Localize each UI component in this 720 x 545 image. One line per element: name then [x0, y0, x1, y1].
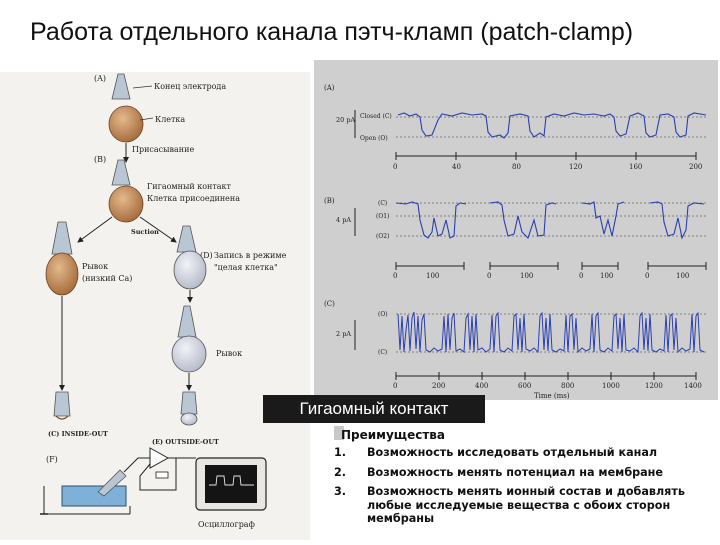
tick-c-2: 400 [475, 382, 489, 390]
list-item: 3. Возможность менять ионный состав и добавлять любые исследуемые вещества с обоих сторон мембраны [334, 485, 685, 525]
tick-a-1: 40 [452, 163, 461, 171]
gigaseal-banner: Гигаомный контакт [263, 395, 485, 423]
panel-b-scale: 4 pA [336, 216, 352, 224]
tick-c-1: 200 [432, 382, 446, 390]
panel-c-c-label: (C) [378, 349, 388, 356]
tick-a-2: 80 [512, 163, 521, 171]
tick-b-0: 0 [393, 272, 398, 280]
label-a: (A) [94, 74, 107, 83]
outside-out-label: (E) OUTSIDE-OUT [152, 438, 219, 446]
electrode-outside-out [181, 392, 197, 414]
tick-b-1: 100 [426, 272, 440, 280]
patch-configurations-diagram [0, 72, 310, 540]
cell-whole-cell [174, 251, 206, 289]
electrode-inside-out [54, 392, 70, 416]
panel-a-scale: 20 pA [336, 116, 356, 124]
inside-out-label: (C) INSIDE-OUT [48, 430, 108, 438]
tick-c-3: 600 [518, 382, 532, 390]
cell-a [109, 106, 143, 142]
tick-c-7: 1400 [684, 382, 702, 390]
electrode-tip-label: Конец электрода [154, 82, 227, 91]
label-b: (B) [94, 155, 107, 164]
gigaseal-label-1: Гигаомный контакт [147, 182, 231, 191]
electrode-whole-cell [177, 226, 196, 252]
label-f: (F) [46, 455, 58, 464]
tick-c-4: 800 [561, 382, 575, 390]
whole-cell-label-1: Запись в режиме [214, 251, 287, 260]
suction-en-label: Suction [131, 228, 159, 236]
tick-b-3: 100 [520, 272, 534, 280]
pull-low-ca-label-1: Рывок [82, 262, 109, 271]
list-item: 2. Возможность менять потенциал на мембране [334, 465, 663, 479]
time-axis-label: Time (ms) [534, 392, 570, 400]
list-item: 1. Возможность исследовать отдельный канал [334, 446, 658, 459]
panel-b-id: (B) [324, 197, 335, 205]
advantages-list [330, 446, 718, 532]
cell-pulled-left [46, 253, 78, 295]
electrode-b [112, 160, 130, 185]
cell-pulled-right [172, 336, 206, 372]
tick-b-4: 0 [579, 272, 584, 280]
advantages-title: Преимущества [341, 428, 445, 442]
panel-a-open-label: Open (O) [360, 135, 388, 142]
panel-b-o1-label: (O1) [376, 213, 390, 220]
bath [62, 486, 126, 506]
electrode-a [112, 74, 130, 99]
cell-b [109, 186, 143, 222]
tick-a-3: 120 [569, 163, 583, 171]
tick-b-6: 0 [645, 272, 650, 280]
panel-b-o2-label: (O2) [376, 233, 390, 240]
tick-c-6: 1200 [645, 382, 663, 390]
tick-c-0: 0 [393, 382, 398, 390]
tick-a-4: 160 [629, 163, 643, 171]
panel-b-c-label: (C) [378, 200, 388, 207]
panel-c-id: (C) [324, 300, 335, 308]
tick-b-2: 0 [487, 272, 492, 280]
tick-b-5: 100 [600, 272, 614, 280]
panel-c-scale: 2 pA [336, 330, 352, 338]
single-channel-recordings [314, 60, 718, 400]
electrode-left [52, 222, 72, 254]
label-d: (D) [200, 251, 213, 260]
cell-label: Клетка [155, 115, 186, 124]
tick-a-5: 200 [689, 163, 703, 171]
panel-c-o-label: (O) [378, 311, 388, 318]
pull-low-ca-label-2: (низкий Са) [82, 274, 133, 283]
oscilloscope-label: Осциллограф [198, 520, 255, 529]
trace-c [398, 312, 704, 352]
gigaseal-label-2: Клетка присоединена [147, 194, 240, 203]
suction-ru-label: Присасывание [132, 145, 195, 154]
pull-label: Рывок [216, 349, 243, 358]
tick-c-5: 1000 [602, 382, 620, 390]
electrode-pulled [178, 306, 196, 337]
trace-b [396, 202, 704, 238]
amplifier-icon [150, 448, 168, 468]
whole-cell-label-2: "целая клетка" [214, 263, 278, 272]
page-title: Работа отдельного канала пэтч-кламп (patch-clamp) [30, 18, 634, 46]
tick-b-7: 100 [676, 272, 690, 280]
panel-a-id: (A) [324, 84, 335, 92]
tick-a-0: 0 [393, 163, 398, 171]
panel-a-closed-label: Closed (C) [360, 113, 392, 120]
